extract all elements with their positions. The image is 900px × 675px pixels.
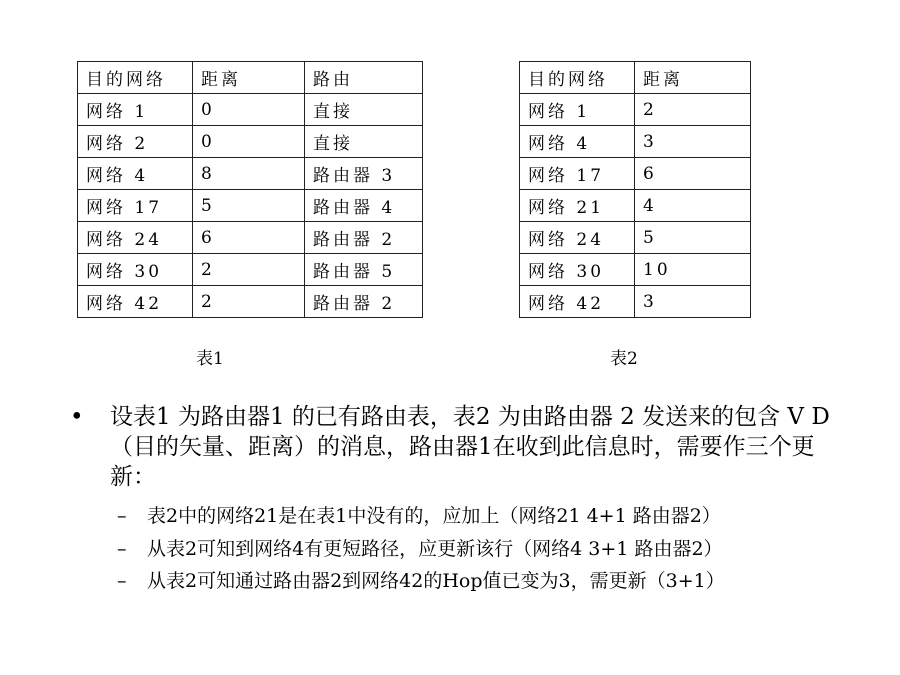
cell-destination: 网络 42: [520, 286, 635, 318]
table-row: [78, 222, 423, 254]
cell-distance: 10: [635, 254, 751, 286]
sub-item-text: 从表2可知通过路由器2到网络42的Hop值已变为3，需更新（3+1）: [147, 570, 725, 592]
cell-route: 路由器 5: [305, 254, 423, 286]
sub-item-marker: –: [117, 505, 127, 527]
cell-distance: 6: [193, 222, 305, 254]
bullet-marker: •: [70, 404, 84, 430]
table-header-row: [520, 62, 751, 94]
sub-item-text: 表2中的网络21是在表1中没有的，应加上（网络21 4+1 路由器2）: [147, 505, 721, 527]
cell-destination: 网络 30: [520, 254, 635, 286]
table-row: [520, 126, 751, 158]
table-row: [78, 94, 423, 126]
table-row: [78, 190, 423, 222]
cell-distance: 6: [635, 158, 751, 190]
cell-distance: 2: [193, 254, 305, 286]
cell-distance: 5: [635, 222, 751, 254]
cell-destination: 网络 4: [78, 158, 193, 190]
bullet-text: 设表1 为路由器1 的已有路由表，表2 为由路由器 2 发送来的包含 V D （目的矢量、距离）的消息，路由器1在收到此信息时，需要作三个更新：: [110, 404, 830, 490]
cell-route: 路由器 4: [305, 190, 423, 222]
table-row: [78, 254, 423, 286]
cell-destination: 网络 21: [520, 190, 635, 222]
cell-destination: 网络 42: [78, 286, 193, 318]
cell-distance: 3: [635, 126, 751, 158]
cell-destination: 网络 17: [78, 190, 193, 222]
cell-destination: 网络 4: [520, 126, 635, 158]
cell-distance: 8: [193, 158, 305, 190]
cell-distance: 4: [635, 190, 751, 222]
header-distance: 距离: [635, 62, 751, 94]
header-distance: 距离: [193, 62, 305, 94]
cell-destination: 网络 17: [520, 158, 635, 190]
sub-item-marker: –: [117, 570, 127, 592]
cell-distance: 2: [635, 94, 751, 126]
cell-distance: 0: [193, 126, 305, 158]
cell-distance: 0: [193, 94, 305, 126]
table-row: [520, 94, 751, 126]
cell-destination: 网络 24: [78, 222, 193, 254]
cell-route: 直接: [305, 126, 423, 158]
sub-item-text: 从表2可知到网络4有更短路径，应更新该行（网络4 3+1 路由器2）: [147, 538, 723, 560]
header-destination: 目的网络: [520, 62, 635, 94]
table-row: [78, 126, 423, 158]
table-row: [78, 158, 423, 190]
cell-route: 路由器 3: [305, 158, 423, 190]
cell-route: 路由器 2: [305, 286, 423, 318]
header-destination: 目的网络: [78, 62, 193, 94]
cell-distance: 2: [193, 286, 305, 318]
cell-destination: 网络 30: [78, 254, 193, 286]
cell-destination: 网络 1: [520, 94, 635, 126]
cell-distance: 5: [193, 190, 305, 222]
cell-destination: 网络 2: [78, 126, 193, 158]
cell-route: 直接: [305, 94, 423, 126]
routing-table-1: [77, 61, 423, 318]
header-route: 路由: [305, 62, 423, 94]
cell-destination: 网络 1: [78, 94, 193, 126]
table-row: [78, 286, 423, 318]
cell-destination: 网络 24: [520, 222, 635, 254]
table-row: [520, 158, 751, 190]
table-row: [520, 190, 751, 222]
sub-item-marker: –: [117, 538, 127, 560]
sub-item: [117, 501, 721, 528]
sub-item: [117, 566, 725, 593]
table-header-row: [78, 62, 423, 94]
routing-table-2: [519, 61, 751, 318]
cell-distance: 3: [635, 286, 751, 318]
table-row: [520, 222, 751, 254]
table-row: [520, 254, 751, 286]
table-1-caption: 表1: [196, 349, 224, 369]
sub-item: [117, 534, 723, 561]
table-2-caption: 表2: [610, 349, 638, 369]
table-row: [520, 286, 751, 318]
cell-route: 路由器 2: [305, 222, 423, 254]
